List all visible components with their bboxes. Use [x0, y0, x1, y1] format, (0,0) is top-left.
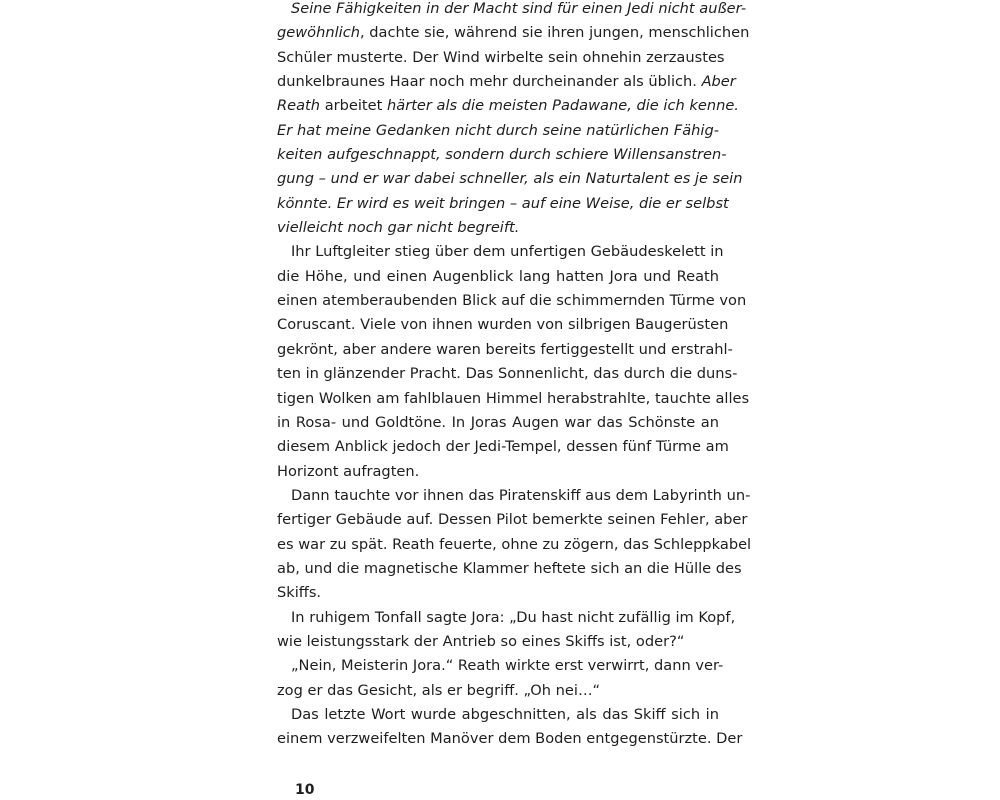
text-line — [277, 606, 736, 630]
text-line — [277, 484, 751, 508]
text-line — [277, 508, 748, 532]
italic-text: keiten aufgeschnappt, sondern durch schiere Willensanstren- — [277, 146, 727, 164]
text-run: Schüler musterte. Der Wind wirbelte sein ohnehin zerzaustes — [277, 48, 725, 66]
text-run: in Rosa- und Goldtöne. In Joras Augen war das Schönste an — [277, 413, 719, 431]
text-run: ten in glänzender Pracht. Das Sonnenlicht, das durch die duns- — [277, 365, 738, 383]
text-line — [277, 143, 727, 167]
text-run: wie leistungsstark der Antrieb so eines Skiffs ist, oder?“ — [277, 632, 685, 650]
text-run: arbeitet — [324, 97, 387, 115]
italic-text: vielleicht noch gar nicht begreift. — [277, 219, 520, 237]
text-line — [277, 703, 719, 727]
italic-text: härter als die meisten Padawane, die ich kenne. — [387, 97, 739, 115]
italic-text: Er hat meine Gedanken nicht durch seine natürlichen Fähig- — [277, 121, 719, 139]
text-line — [277, 727, 743, 751]
text-line — [277, 387, 750, 411]
text-run: Coruscant. Viele von ihnen wurden von silbrigen Baugerüsten — [277, 316, 729, 334]
text-run: „Nein, Meisterin Jora.“ Reath wirkte erst verwirrt, dann ver- — [291, 657, 724, 675]
text-line — [277, 289, 747, 313]
text-run: gekrönt, aber andere waren bereits fertiggestellt und erstrahl- — [277, 340, 733, 358]
text-line — [277, 119, 719, 143]
text-run: fertiger Gebäude auf. Dessen Pilot bemerkte seinen Fehler, aber — [277, 511, 748, 529]
text-run: In ruhigem Tonfall sagte Jora: „Du hast nicht zufällig im Kopf, — [291, 608, 736, 626]
text-run: Das letzte Wort wurde abgeschnitten, als das Skiff sich in — [291, 705, 719, 723]
text-line — [277, 21, 750, 45]
text-line — [277, 654, 724, 678]
text-line — [277, 411, 719, 435]
body-text — [277, 0, 752, 752]
text-run: einen atemberaubenden Blick auf die schimmernden Türme von — [277, 292, 747, 310]
italic-text: Aber — [701, 73, 736, 91]
paragraph — [277, 606, 736, 655]
text-run: , dachte sie, während sie ihren jungen, menschlichen — [360, 24, 750, 42]
text-line — [277, 167, 743, 191]
text-run: Horizont aufragten. — [277, 462, 420, 480]
text-line — [277, 94, 739, 118]
text-run: ab, und die magnetische Klammer heftete sich an die Hülle des — [277, 559, 742, 577]
text-line — [277, 679, 719, 703]
text-line — [277, 581, 719, 605]
text-line — [277, 216, 719, 240]
italic-text: Reath — [277, 97, 325, 115]
text-run: dunkelbraunes Haar noch mehr durcheinander als üblich. — [277, 73, 702, 91]
text-run: es war zu spät. Reath feuerte, ohne zu zögern, das Schleppkabel — [277, 535, 752, 553]
text-run: diesem Anblick jedoch der Jedi-Tempel, dessen fünf Türme am — [277, 438, 729, 456]
paragraph — [277, 240, 750, 483]
text-line — [277, 557, 742, 581]
text-line — [277, 240, 724, 264]
text-run: Dann tauchte vor ihnen das Piratenskiff aus dem Labyrinth un- — [291, 486, 751, 504]
text-run: die Höhe, und einen Augenblick lang hatten Jora und Reath — [277, 267, 719, 285]
italic-text: gung – und er war dabei schneller, als ein Naturtalent es je sein — [277, 170, 743, 188]
text-run: Ihr Luftgleiter stieg über dem unfertigen Gebäudeskelett in — [291, 243, 724, 261]
text-line — [277, 0, 747, 21]
italic-text: könnte. Er wird es weit bringen – auf eine Weise, die er selbst — [277, 194, 729, 212]
text-run: Skiffs. — [277, 584, 322, 602]
paragraph — [277, 484, 752, 606]
text-run: einem verzweifelten Manöver dem Boden entgegenstürzte. Der — [277, 730, 743, 748]
text-run: tigen Wolken am fahlblauen Himmel herabstrahlte, tauchte alles — [277, 389, 750, 407]
paragraph — [277, 0, 750, 240]
text-line — [277, 435, 729, 459]
text-line — [277, 46, 725, 70]
text-line — [277, 192, 729, 216]
text-line — [277, 460, 719, 484]
page-number: 10 — [295, 782, 315, 798]
text-line — [277, 630, 719, 654]
italic-text: gewöhnlich — [277, 24, 360, 42]
text-line — [277, 70, 736, 94]
text-run: zog er das Gesicht, als er begriff. „Oh nei…“ — [277, 681, 601, 699]
text-line — [277, 313, 729, 337]
paragraph — [277, 654, 724, 703]
text-line — [277, 362, 738, 386]
italic-text: Seine Fähigkeiten in der Macht sind für einen Jedi nicht außer- — [291, 0, 747, 17]
paragraph — [277, 703, 743, 752]
text-line — [277, 265, 719, 289]
text-line — [277, 533, 752, 557]
text-line — [277, 338, 733, 362]
